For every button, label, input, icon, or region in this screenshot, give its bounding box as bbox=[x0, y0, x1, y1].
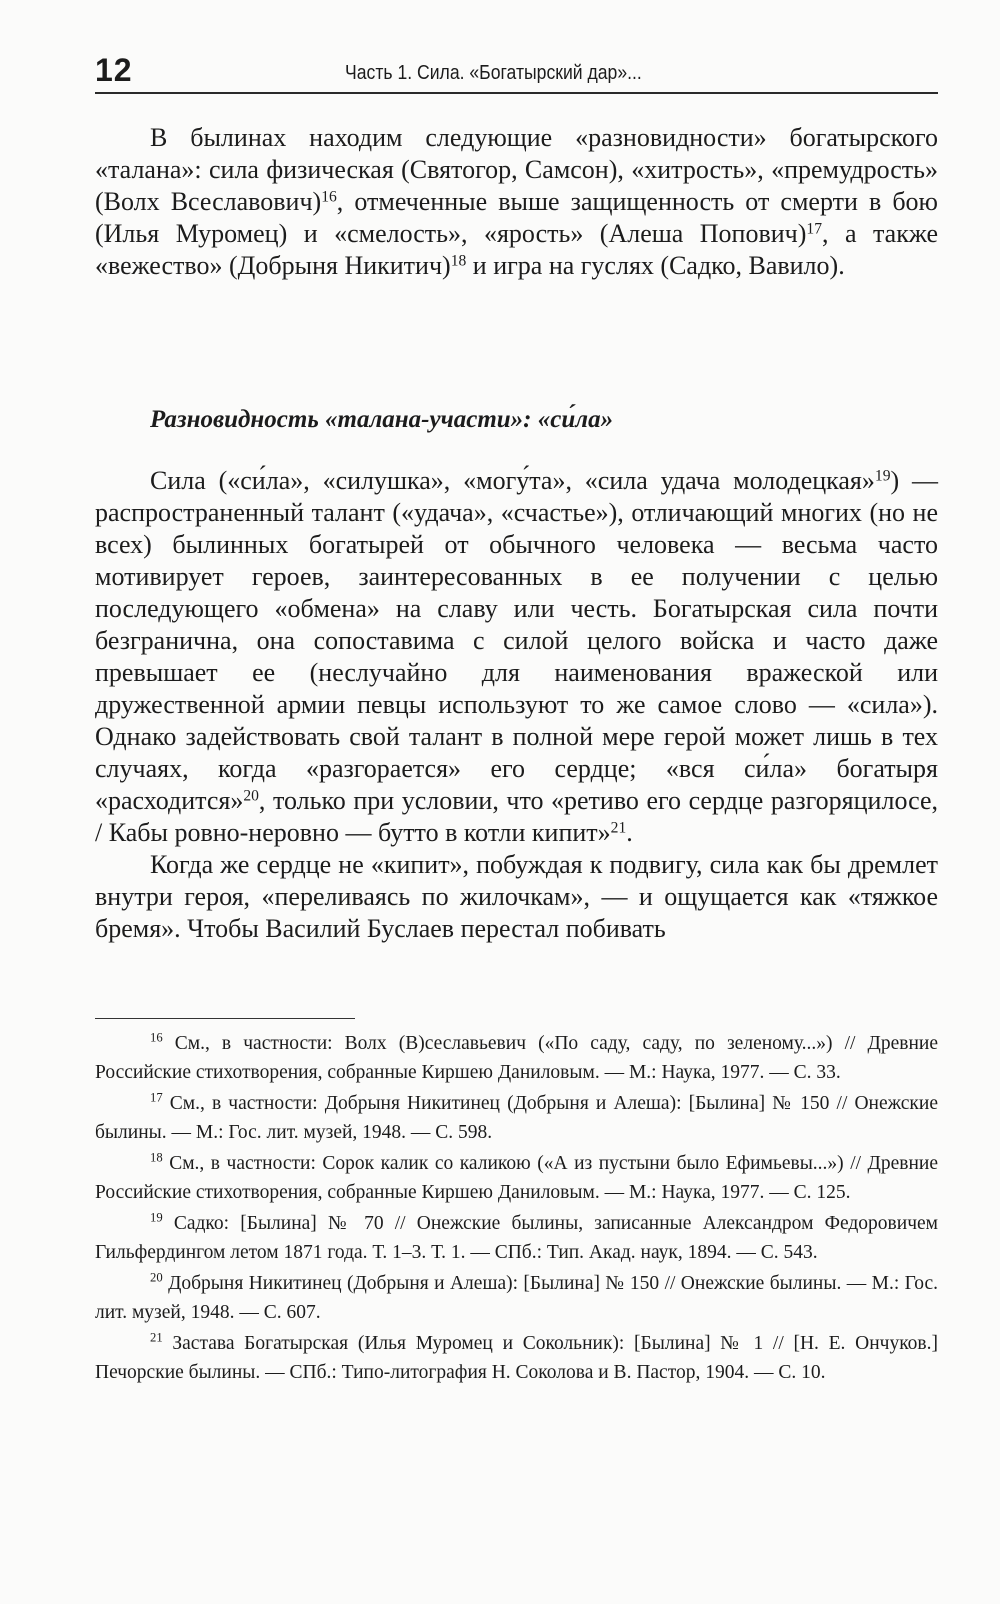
footnote-number: 20 bbox=[150, 1270, 163, 1285]
footnote-text: См., в частности: Добрыня Никитинец (Добрыня и Алеша): [Былина] № 150 // Онежские былины. — М.: Гос. лит. музей, 1948. — С. 598. bbox=[95, 1093, 938, 1143]
text-run: ) — распространенный талант («удача», «счастье»), отличающий многих (но не всех) былинных богатырей от обычного человека — весьма часто мотивирует героев, заинтересованных в ее получении с целью последующего «обмена» на славу или честь. Богатырская сила почти безгранична, она сопоставима с силой целого войска и часто даже превышает ее (неслучайно для наименования вражеской или дружественной армии певцы используют то же самое слово — «сила»). Однако задействовать свой талант в полной мере герой может лишь в тех случаях, когда «разгорается» его сердце; «вся си́ла» богатыря «расходится» bbox=[95, 466, 938, 815]
footnote-text: См., в частности: Сорок калик со каликою («А из пустыни было Ефимьевы...») // Древние Российские стихотворения, собранные Киршею Даниловым. — М.: Наука, 1977. — С. 125. bbox=[95, 1153, 939, 1203]
text-run: и игра на гуслях (Садко, Вавило). bbox=[466, 251, 845, 280]
footnote-number: 17 bbox=[150, 1090, 163, 1105]
text-run: Сила («си́ла», «силушка», «могу́та», «сила удача молодецкая» bbox=[150, 466, 875, 495]
footnote-text: Застава Богатырская (Илья Муромец и Сокольник): [Былина] № 1 // [Н. Е. Ончуков.] Печорские былины. — СПб.: Типо-литография Н. Соколова и В. Пастор, 1904. — С. 10. bbox=[95, 1333, 939, 1383]
page-number: 12 bbox=[95, 52, 133, 88]
footnote bbox=[95, 1270, 938, 1327]
main-text-block bbox=[95, 465, 938, 945]
footnote-ref[interactable]: 18 bbox=[450, 252, 467, 270]
footnote-number: 21 bbox=[150, 1330, 163, 1345]
page-header bbox=[95, 48, 938, 94]
text-run: , отмеченные выше защищенность от смерти в бою (Илья Муромец) и «смелость», «ярость» (Алеша Попович) bbox=[95, 187, 938, 248]
footnote-ref[interactable]: 17 bbox=[806, 220, 822, 238]
footnote-divider bbox=[95, 1018, 355, 1019]
footnotes bbox=[95, 1030, 938, 1390]
footnote-text: Добрыня Никитинец (Добрыня и Алеша): [Былина] № 150 // Онежские былины. — М.: Гос. лит. музей, 1948. — С. 607. bbox=[95, 1273, 938, 1323]
footnote-ref[interactable]: 16 bbox=[321, 188, 337, 206]
intro-paragraph-block bbox=[95, 122, 938, 282]
text-run: , а также «вежество» (Добрыня Никитич) bbox=[95, 219, 938, 280]
paragraph-sila bbox=[95, 465, 938, 849]
text-run: . bbox=[626, 818, 633, 847]
text-run: В былинах находим следующие «разновидности» богатырского «талана»: сила физическая (Святогор, Самсон), «хитрость», «премудрость» (Волх Всеславович) bbox=[95, 123, 938, 216]
footnote-ref[interactable]: 19 bbox=[874, 467, 891, 485]
running-title: Часть 1. Сила. «Богатырский дар»... bbox=[345, 62, 642, 84]
section-heading: Разновидность «талана-участи»: «си́ла» bbox=[150, 406, 614, 433]
paragraph-heart: Когда же сердце не «кипит», побуждая к подвигу, сила как бы дремлет внутри героя, «переливаясь по жилочкам», — и ощущается как «тяжкое бремя». Чтобы Василий Буслаев перестал побивать bbox=[95, 850, 938, 943]
footnote-text: Садко: [Былина] № 70 // Онежские былины, записанные Александром Федоровичем Гильфердингом летом 1871 года. Т. 1–3. Т. 1. — СПб.: Тип. Акад. наук, 1894. — С. 543. bbox=[95, 1213, 939, 1263]
footnote-text: См., в частности: Волх (В)сеславьевич («По саду, саду, по зеленому...») // Древние Российские стихотворения, собранные Киршею Даниловым. — М.: Наука, 1977. — С. 33. bbox=[95, 1033, 938, 1083]
footnote-number: 16 bbox=[150, 1030, 163, 1045]
footnote bbox=[95, 1210, 938, 1267]
footnote-ref[interactable]: 21 bbox=[610, 819, 627, 837]
footnote bbox=[95, 1150, 938, 1207]
footnote bbox=[95, 1090, 938, 1147]
intro-paragraph bbox=[95, 122, 938, 282]
footnote bbox=[95, 1330, 938, 1387]
footnote bbox=[95, 1030, 938, 1087]
footnote-ref[interactable]: 20 bbox=[243, 787, 259, 805]
text-run: , только при условии, что «ретиво его сердце разгоряцилосе, / Кабы ровно-неровно — бутто в котли кипит» bbox=[95, 786, 938, 847]
footnote-number: 18 bbox=[150, 1150, 163, 1165]
footnote-number: 19 bbox=[150, 1210, 163, 1225]
